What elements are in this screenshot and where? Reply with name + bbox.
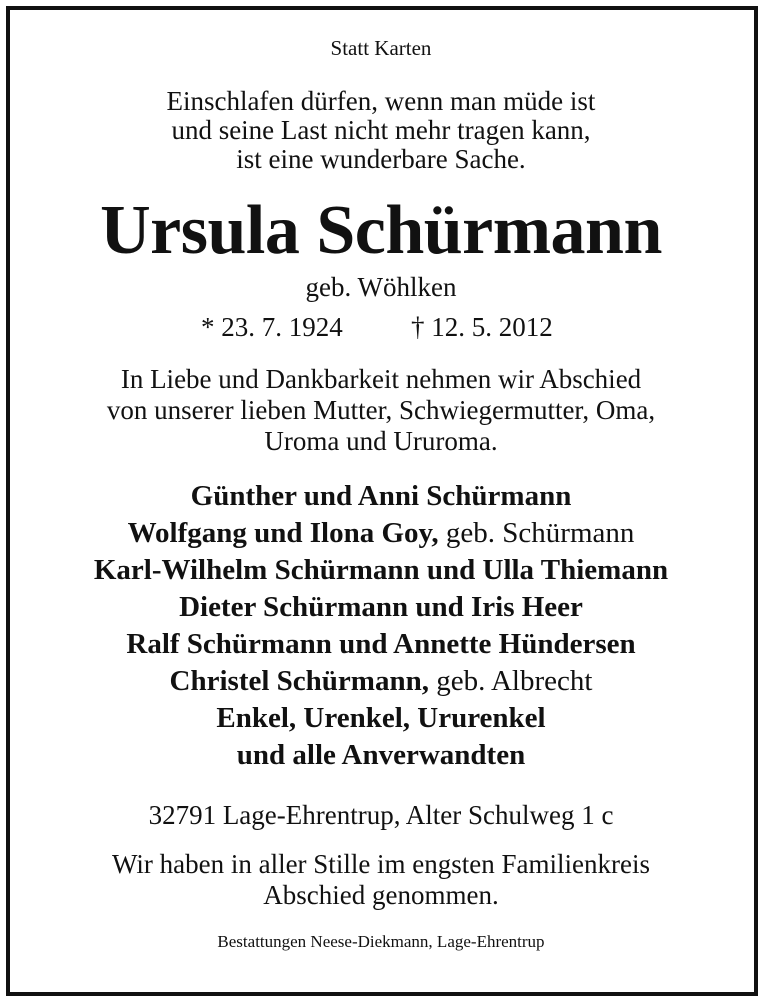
closing-line-1: Wir haben in aller Stille im engsten Familienkreis xyxy=(111,849,651,879)
mourner-line-2-names: Wolfgang und Ilona Goy, xyxy=(127,517,439,549)
death-date: † 12. 5. 2012 xyxy=(411,312,553,342)
message-line-2: von unserer lieben Mutter, Schwiegermutter, Oma, xyxy=(106,395,656,425)
motto-line-2: und seine Last nicht mehr tragen kann, xyxy=(171,115,591,145)
mourner-line-4: Dieter Schürmann und Iris Heer xyxy=(179,591,583,623)
statt-karten: Statt Karten xyxy=(330,36,432,60)
mourner-line-6-names: Christel Schürmann, xyxy=(169,665,429,697)
mourner-line-6-maiden: geb. Albrecht xyxy=(436,665,593,697)
deceased-name: Ursula Schürmann xyxy=(100,192,662,269)
maiden-name: geb. Wöhlken xyxy=(305,272,457,302)
motto-line-3: ist eine wunderbare Sache. xyxy=(236,144,526,174)
mourner-line-2-maiden: geb. Schürmann xyxy=(445,517,635,549)
mourner-line-6 xyxy=(0,667,762,696)
mourner-line-5: Ralf Schürmann und Annette Hündersen xyxy=(126,628,636,660)
birth-date: * 23. 7. 1924 xyxy=(201,312,343,342)
message-line-1: In Liebe und Dankbarkeit nehmen wir Abschied xyxy=(120,364,642,394)
mourner-line-7: Enkel, Urenkel, Ururenkel xyxy=(216,702,546,734)
mourner-line-3: Karl-Wilhelm Schürmann und Ulla Thiemann xyxy=(93,554,669,586)
funeral-home: Bestattungen Neese-Diekmann, Lage-Ehrentrup xyxy=(217,932,545,951)
mourner-line-8: und alle Anverwandten xyxy=(236,739,526,771)
closing-line-2: Abschied genommen. xyxy=(263,880,499,910)
mourner-line-2 xyxy=(0,519,762,548)
address: 32791 Lage-Ehrentrup, Alter Schulweg 1 c xyxy=(148,800,614,830)
message-line-3: Uroma und Ururoma. xyxy=(264,426,498,456)
mourner-line-1: Günther und Anni Schürmann xyxy=(190,480,572,512)
motto-line-1: Einschlafen dürfen, wenn man müde ist xyxy=(166,86,596,116)
